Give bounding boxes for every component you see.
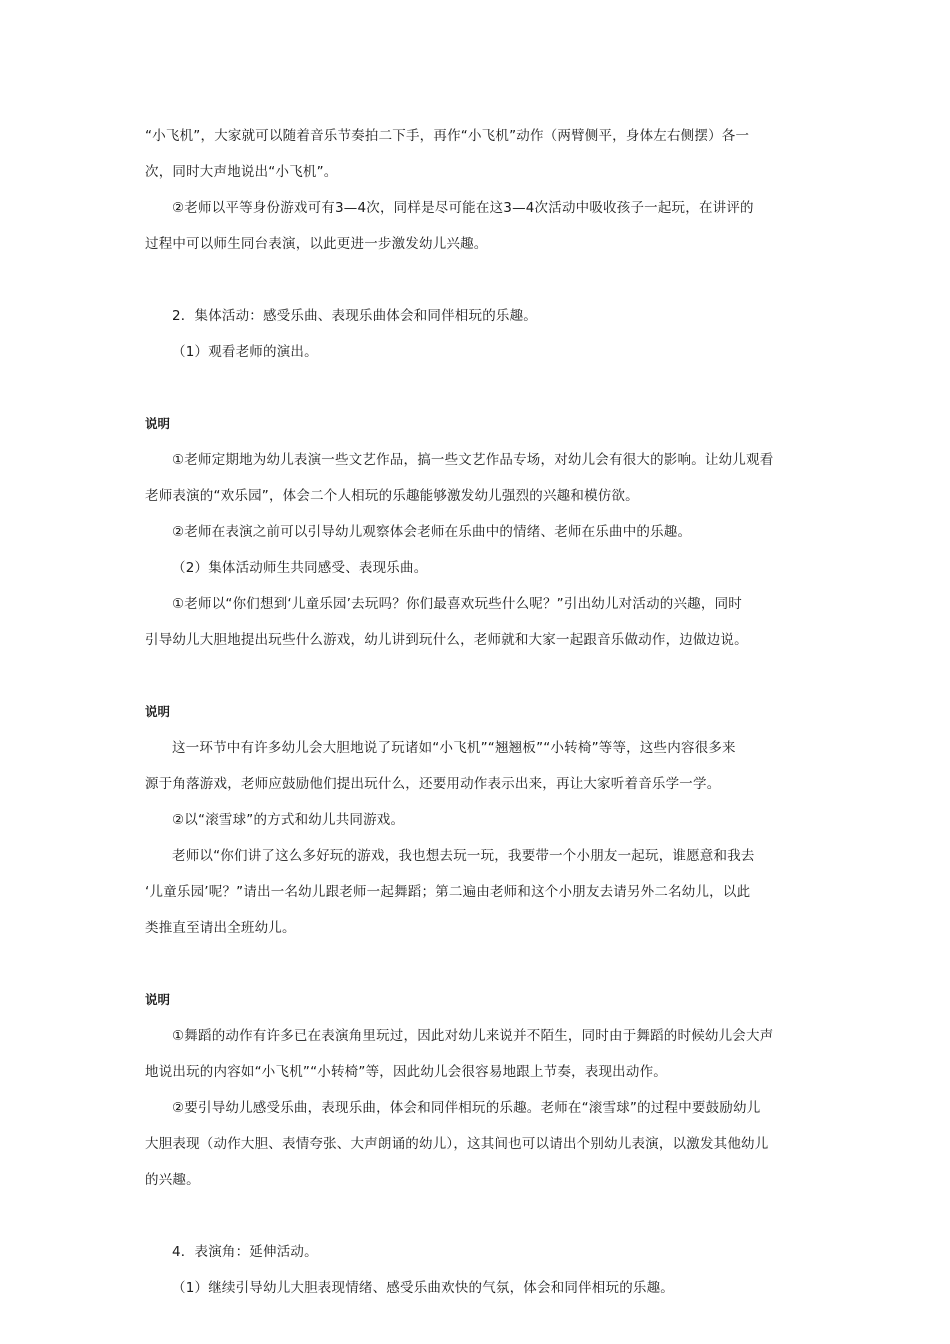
paragraph-line: 类推直至请出全班幼儿。 xyxy=(145,920,296,936)
section-gap xyxy=(145,946,805,982)
paragraph-line: 源于角落游戏，老师应鼓励他们提出玩什么，还要用动作表示出来，再让大家听着音乐学一学。 xyxy=(145,776,721,792)
paragraph-line: ②要引导幼儿感受乐曲，表现乐曲，体会和同伴相玩的乐趣。老师在“滚雪球”的过程中要鼓励幼儿 xyxy=(172,1100,761,1116)
section-gap xyxy=(145,370,805,406)
paragraph-line: ①舞蹈的动作有许多已在表演角里玩过，因此对幼儿来说并不陌生，同时由于舞蹈的时候幼儿会大声 xyxy=(172,1028,774,1044)
paragraph-line: ②老师以平等身份游戏可有3—4次，同样是尽可能在这3—4次活动中吸收孩子一起玩，在讲评的 xyxy=(172,200,754,216)
paragraph-line: 引导幼儿大胆地提出玩些什么游戏，幼儿讲到玩什么，老师就和大家一起跟音乐做动作，边做边说。 xyxy=(145,632,748,648)
section-heading: 说明 xyxy=(145,416,171,431)
paragraph-line: 大胆表现（动作大胆、表情夸张、大声朗诵的幼儿），这其间也可以请出个别幼儿表演，以激发其他幼儿 xyxy=(145,1136,769,1152)
paragraph-line: ②老师在表演之前可以引导幼儿观察体会老师在乐曲中的情绪、老师在乐曲中的乐趣。 xyxy=(172,524,692,540)
paragraph-line: ‘儿童乐园’呢？”请出一名幼儿跟老师一起舞蹈；第二遍由老师和这个小朋友去请另外二名幼儿，以此 xyxy=(145,884,751,900)
paragraph-line: ②以“滚雪球”的方式和幼儿共同游戏。 xyxy=(172,812,405,828)
paragraph-line: ①老师定期地为幼儿表演一些文艺作品，搞一些文艺作品专场，对幼儿会有很大的影响。让幼儿观看 xyxy=(172,452,774,468)
paragraph-line: “小飞机”，大家就可以随着音乐节奏拍二下手，再作“小飞机”动作（两臂侧平，身体左右侧摆）各一 xyxy=(145,128,750,144)
paragraph-line: 老师表演的“欢乐园”，体会二个人相玩的乐趣能够激发幼儿强烈的兴趣和模仿欲。 xyxy=(145,488,639,504)
paragraph-line: （1）继续引导幼儿大胆表现情绪、感受乐曲欢快的气氛，体会和同伴相玩的乐趣。 xyxy=(172,1280,674,1296)
paragraph-line: 这一环节中有许多幼儿会大胆地说了玩诸如“小飞机”“翘翘板”“小转椅”等等，这些内容很多来 xyxy=(172,740,736,756)
document-page xyxy=(145,118,805,1306)
paragraph-line: （2）集体活动师生共同感受、表现乐曲。 xyxy=(172,560,428,576)
paragraph-line: 的兴趣。 xyxy=(145,1172,200,1188)
paragraph-line: 老师以“你们讲了这么多好玩的游戏，我也想去玩一玩，我要带一个小朋友一起玩，谁愿意和我去 xyxy=(172,848,755,864)
paragraph-line: （1）观看老师的演出。 xyxy=(172,344,318,360)
paragraph-line: ①老师以“你们想到‘儿童乐园’去玩吗？你们最喜欢玩些什么呢？”引出幼儿对活动的兴趣，同时 xyxy=(172,596,742,612)
section-gap xyxy=(145,1198,805,1234)
paragraph-line: 次，同时大声地说出“小飞机”。 xyxy=(145,164,338,180)
section-gap xyxy=(145,262,805,298)
section-gap xyxy=(145,658,805,694)
paragraph-line: 地说出玩的内容如“小飞机”“小转椅”等，因此幼儿会很容易地跟上节奏，表现出动作。 xyxy=(145,1064,667,1080)
section-heading: 说明 xyxy=(145,992,171,1007)
paragraph-line: 4．表演角：延伸活动。 xyxy=(172,1244,318,1260)
paragraph-line: 2．集体活动：感受乐曲、表现乐曲体会和同伴相玩的乐趣。 xyxy=(172,308,537,324)
section-heading: 说明 xyxy=(145,704,171,719)
paragraph-line: 过程中可以师生同台表演，以此更进一步激发幼儿兴趣。 xyxy=(145,236,488,252)
